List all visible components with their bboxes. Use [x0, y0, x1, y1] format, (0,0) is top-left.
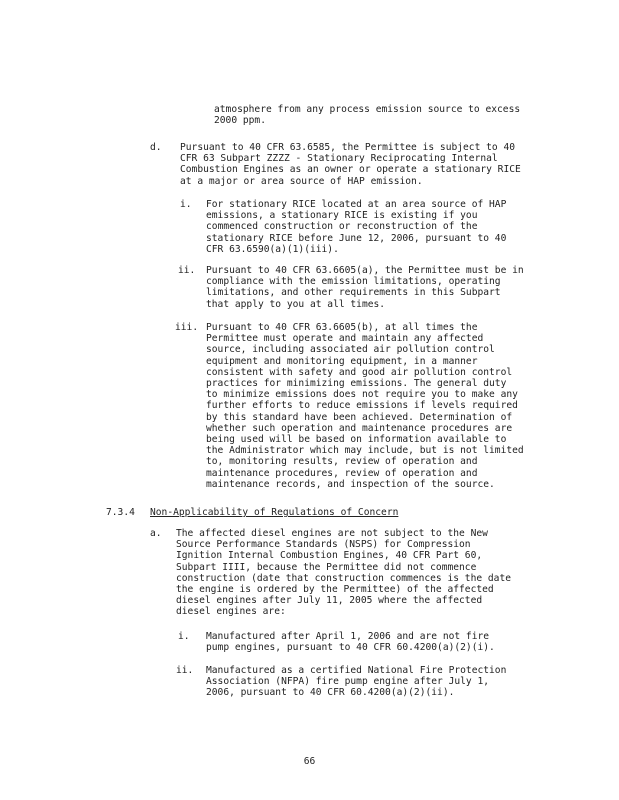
text-line: being used will be based on information available to [206, 434, 507, 446]
text-line: limitations, and other requirements in this Subpart [206, 287, 501, 299]
text-line: equipment and monitoring equipment, in a manner [206, 355, 478, 367]
text-line: by this standard have been achieved. Determination of [206, 411, 513, 423]
item-a-paragraph [176, 528, 511, 618]
text-line: source, including associated air pollution control [206, 344, 495, 356]
text-line: Subpart IIII, because the Permittee did not commence [176, 561, 477, 573]
continuation-paragraph [214, 104, 520, 126]
item-d-paragraph [180, 142, 521, 187]
text-line: maintenance procedures, review of operation and [206, 467, 478, 479]
text-line: to, monitoring results, review of operation and [206, 456, 478, 468]
subitem-d-ii-paragraph [206, 265, 524, 310]
subitem-a-i-label: i. [178, 631, 190, 642]
subitem-a-ii-label: ii. [176, 665, 194, 676]
text-line: the engine is ordered by the Permittee) of the affected [176, 584, 494, 596]
text-line: For stationary RICE located at an area source of HAP [206, 199, 507, 210]
text-line: Combustion Engines as an owner or operate a stationary RICE [180, 164, 521, 176]
text-line: Association (NFPA) fire pump engine after July 1, [206, 676, 490, 688]
text-line: further efforts to reduce emissions if levels required [206, 400, 518, 412]
subitem-a-ii-paragraph [206, 665, 506, 699]
text-line: The affected diesel engines are not subject to the New [176, 528, 488, 539]
text-line: to minimize emissions does not require you to make any [206, 389, 518, 401]
text-line: Manufactured as a certified National Fire Protection [206, 665, 507, 676]
text-line: Manufactured after April 1, 2006 and are not fire [206, 631, 490, 642]
item-d-label: d. [150, 142, 162, 153]
section-number: 7.3.4 [106, 507, 135, 518]
text-line: stationary RICE before June 12, 2006, pursuant to 40 [206, 232, 507, 244]
subitem-d-i-paragraph [206, 199, 506, 255]
subitem-d-iii-paragraph [206, 322, 524, 490]
text-line: whether such operation and maintenance procedures are [206, 422, 513, 434]
text-line: CFR 63 Subpart ZZZZ - Stationary Reciprocating Internal [180, 153, 498, 165]
text-line: 2000 ppm. [214, 115, 266, 127]
subitem-d-ii-label: ii. [178, 265, 196, 276]
text-line: that apply to you at all times. [206, 298, 386, 310]
text-line: consistent with safety and good air pollution control [206, 366, 513, 378]
text-line: Ignition Internal Combustion Engines, 40 CFR Part 60, [176, 550, 483, 562]
text-line: Source Performance Standards (NSPS) for Compression [176, 539, 471, 551]
text-line: 2006, pursuant to 40 CFR 60.4200(a)(2)(ii). [206, 687, 455, 699]
text-line: maintenance records, and inspection of the source. [206, 478, 495, 490]
text-line: diesel engines are: [176, 606, 286, 618]
item-a-label: a. [150, 528, 162, 539]
text-line: compliance with the emission limitations, operating [206, 276, 501, 288]
page-number: 66 [303, 756, 316, 767]
text-line: atmosphere from any process emission source to excess [214, 104, 521, 115]
subitem-d-i-label: i. [180, 199, 192, 210]
subitem-a-i-paragraph [206, 631, 495, 653]
text-line: construction (date that construction commences is the date [176, 572, 512, 584]
subitem-d-iii-label: iii. [175, 322, 199, 333]
text-line: the Administrator which may include, but is not limited [206, 445, 524, 457]
text-line: CFR 63.6590(a)(1)(iii). [206, 243, 339, 255]
text-line: practices for minimizing emissions. The general duty [206, 378, 507, 390]
text-line: Pursuant to 40 CFR 63.6605(a), the Permittee must be in [206, 265, 524, 276]
section-title: Non-Applicability of Regulations of Concern [150, 507, 399, 518]
text-line: Pursuant to 40 CFR 63.6585, the Permittee is subject to 40 [180, 142, 516, 153]
text-line: Pursuant to 40 CFR 63.6605(b), at all times the [206, 322, 478, 333]
text-line: Permittee must operate and maintain any affected [206, 333, 484, 345]
text-line: diesel engines after July 11, 2005 where the affected [176, 595, 483, 607]
text-line: at a major or area source of HAP emission. [180, 175, 423, 187]
text-line: emissions, a stationary RICE is existing if you [206, 210, 478, 222]
text-line: pump engines, pursuant to 40 CFR 60.4200(a)(2)(i). [206, 642, 495, 654]
text-line: commenced construction or reconstruction of the [206, 221, 478, 233]
